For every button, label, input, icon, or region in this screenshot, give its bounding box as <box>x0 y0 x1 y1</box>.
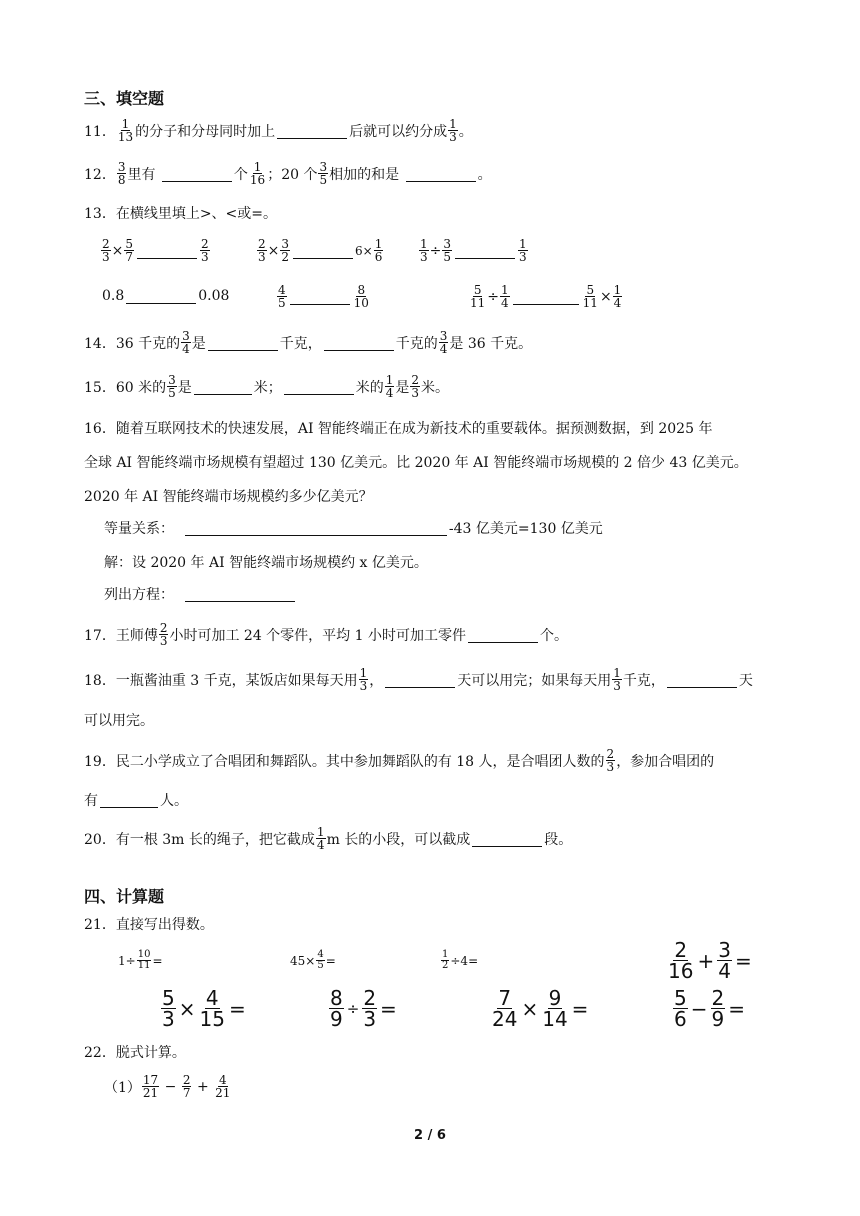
operator: + <box>196 1078 209 1095</box>
question-text: 千克的 <box>395 335 438 352</box>
operator: ÷ <box>346 999 360 1018</box>
fraction: $\frac{1}{3}$ <box>613 666 621 693</box>
section-title-fill-blank: 三、填空题 <box>84 89 165 108</box>
calc-item-f <box>328 988 399 1029</box>
question-text: 人。 <box>160 793 188 809</box>
question-number: 19． <box>84 753 116 770</box>
punct: 。 <box>477 166 492 183</box>
compare-item-3 <box>418 238 529 263</box>
fraction: $\frac{3}{2}$ <box>281 237 290 264</box>
question-text: 有 <box>84 793 98 809</box>
fraction: $\frac{4}{15}$ <box>199 986 225 1031</box>
label: 等量关系： <box>104 521 174 537</box>
question-16-line-1 <box>84 418 712 438</box>
question-number: 20． <box>84 831 116 848</box>
operand: 6× <box>355 243 373 258</box>
answer-blank[interactable] <box>194 379 252 395</box>
answer-blank[interactable] <box>208 335 278 351</box>
equals: = <box>571 996 589 1021</box>
question-number: 18． <box>84 672 116 689</box>
section-title-calculation: 四、计算题 <box>84 887 165 906</box>
fraction: $\frac{4}{21}$ <box>215 1073 231 1100</box>
operand: 0.8 <box>102 288 125 304</box>
equation-line <box>104 584 297 604</box>
fraction: $\frac{2}{3}$ <box>159 621 168 648</box>
equals: = <box>728 996 745 1021</box>
operator: × <box>178 996 196 1021</box>
question-number: 17． <box>84 627 116 644</box>
fraction: $\frac{5}{6}$ <box>674 986 687 1031</box>
question-text: 米； <box>253 379 282 396</box>
fraction: $\frac{2}{3}$ <box>201 237 209 264</box>
operand: 1÷ <box>118 953 136 968</box>
question-text: ；20 个 <box>267 166 318 183</box>
question-text: 脱式计算。 <box>115 1045 186 1061</box>
question-number: 11． <box>84 123 116 140</box>
calc-item-h <box>672 988 747 1029</box>
answer-blank[interactable] <box>162 166 232 182</box>
equals: = <box>734 948 752 973</box>
question-text: 米的 <box>355 379 384 396</box>
fraction: $\frac{3}{4}$ <box>182 329 190 356</box>
question-14 <box>84 330 532 355</box>
compare-item-5 <box>276 284 371 309</box>
question-number: 14． <box>84 335 116 352</box>
question-19-line-2 <box>84 790 188 810</box>
fraction: $\frac{3}{5}$ <box>319 160 328 187</box>
operator: × <box>111 242 124 259</box>
label: 列出方程： <box>104 587 174 603</box>
fraction: $\frac{1}{2}$ <box>442 949 449 971</box>
fraction: $\frac{10}{11}$ <box>137 949 151 971</box>
fraction: $\frac{7}{24}$ <box>492 986 518 1031</box>
question-text: 小时可加工 24 个零件，平均 1 小时可加工零件 <box>169 627 466 644</box>
fraction: $\frac{4}{5}$ <box>317 949 324 971</box>
question-20 <box>84 826 572 851</box>
question-text: 是 <box>177 379 192 396</box>
calc-item-e <box>160 988 248 1029</box>
question-17 <box>84 622 568 647</box>
equals: = <box>228 996 246 1021</box>
question-text: -43 亿美元=130 亿美元 <box>448 521 603 537</box>
calc-item-a <box>118 950 163 971</box>
answer-blank[interactable] <box>100 792 158 808</box>
operand: 0.08 <box>198 288 230 304</box>
question-text: 随着互联网技术的快速发展，AI 智能终端正在成为新技术的重要载体。据预测数据，到 2025 年 <box>115 421 713 437</box>
question-text: 相加的和是 <box>329 166 400 183</box>
solution-setup: 解：设 2020 年 AI 智能终端市场规模约 x 亿美元。 <box>104 555 428 571</box>
fraction: $\frac{3}{5}$ <box>168 373 176 400</box>
question-15 <box>84 374 449 399</box>
question-16-line-3: 2020 年 AI 智能终端市场规模约多少亿美元？ <box>84 489 373 505</box>
question-text: 60 米的 <box>115 379 167 396</box>
equals: = <box>380 996 397 1021</box>
question-18 <box>84 667 753 692</box>
fraction: $\frac{5}{11}$ <box>470 283 486 310</box>
operator: − <box>164 1078 177 1095</box>
question-text: 个 <box>233 166 248 183</box>
answer-blank[interactable] <box>468 627 538 643</box>
fraction: $\frac{1}{3}$ <box>519 237 527 264</box>
equation-relation <box>104 518 603 538</box>
question-text: 米。 <box>421 379 450 396</box>
question-text: 在横线里填上>、<或=。 <box>115 206 278 222</box>
question-text: m 长的小段，可以截成 <box>326 831 471 848</box>
answer-blank[interactable] <box>185 586 295 602</box>
answer-blank[interactable] <box>455 243 515 259</box>
operand: ÷4= <box>450 953 479 968</box>
fraction: $\frac{8}{10}$ <box>353 283 369 310</box>
question-text: 后就可以约分成 <box>349 123 448 140</box>
fraction: $\frac{3}{4}$ <box>439 329 448 356</box>
answer-blank[interactable] <box>126 288 196 304</box>
question-text: 里有 <box>127 166 156 183</box>
operator: × <box>267 242 280 259</box>
fraction: $\frac{2}{3}$ <box>363 986 377 1031</box>
fraction: $\frac{2}{3}$ <box>258 237 266 264</box>
question-text: 是 <box>395 379 410 396</box>
fraction: $\frac{1}{4}$ <box>385 373 394 400</box>
operand: 45× <box>290 953 316 968</box>
answer-blank[interactable] <box>293 243 353 259</box>
fraction: $\frac{1}{3}$ <box>420 237 428 264</box>
operator: − <box>690 996 708 1021</box>
question-text: ，参加合唱团的 <box>616 753 715 770</box>
question-text: 一瓶酱油重 3 千克，某饭店如果每天用 <box>115 672 358 689</box>
fraction: $\frac{2}{9}$ <box>711 986 725 1031</box>
answer-blank[interactable] <box>185 520 447 536</box>
fraction: $\frac{1}{6}$ <box>374 237 383 264</box>
question-18-line-2: 可以用完。 <box>84 713 154 729</box>
fraction: $\frac{1}{16}$ <box>249 160 266 187</box>
compare-item-2 <box>256 238 384 263</box>
punct: 。 <box>458 123 473 140</box>
answer-blank[interactable] <box>385 672 455 688</box>
question-number: 12． <box>84 166 116 183</box>
answer-blank[interactable] <box>277 123 347 139</box>
answer-blank[interactable] <box>513 289 579 305</box>
fraction: $\frac{2}{7}$ <box>182 1073 191 1100</box>
compare-item-6 <box>468 284 623 309</box>
question-19 <box>84 748 714 773</box>
question-number: 16． <box>84 421 116 437</box>
fraction: $\frac{1}{4}$ <box>316 825 325 852</box>
fraction: $\frac{1}{4}$ <box>501 283 509 310</box>
question-13 <box>84 203 277 223</box>
fraction: $\frac{9}{14}$ <box>542 986 568 1031</box>
calc-item-d <box>666 940 754 981</box>
answer-blank[interactable] <box>324 335 394 351</box>
equals: = <box>325 953 336 968</box>
question-text: 王师傅 <box>115 627 158 644</box>
calc-item-g <box>490 988 590 1029</box>
operator: + <box>697 948 715 973</box>
page-number: 2 / 6 <box>414 1128 446 1143</box>
fraction: $\frac{1}{3}$ <box>359 666 368 693</box>
part-label: （1） <box>104 1079 141 1096</box>
fraction: $\frac{5}{7}$ <box>125 237 134 264</box>
question-text: 个。 <box>540 627 568 644</box>
answer-blank[interactable] <box>284 379 354 395</box>
fraction: $\frac{5}{11}$ <box>582 283 598 310</box>
question-text: 民二小学成立了合唱团和舞蹈队。其中参加舞蹈队的有 18 人，是合唱团人数的 <box>115 753 605 770</box>
question-text: 36 千克的 <box>115 335 181 352</box>
operator: ÷ <box>487 288 500 305</box>
question-text: 是 36 千克。 <box>449 335 533 352</box>
compare-item-1 <box>100 238 211 263</box>
question-text: 段。 <box>544 831 573 848</box>
question-number: 21． <box>84 917 116 933</box>
question-number: 13． <box>84 206 116 222</box>
calc-item-b <box>290 950 336 971</box>
fraction: $\frac{3}{5}$ <box>443 237 452 264</box>
calc-item-c <box>440 950 478 971</box>
question-text: 千克， <box>622 672 665 689</box>
question-22 <box>84 1042 186 1062</box>
fraction: $\frac{1}{13}$ <box>117 117 134 144</box>
fraction: $\frac{2}{3}$ <box>102 237 110 264</box>
question-number: 15． <box>84 379 116 396</box>
question-21 <box>84 914 214 934</box>
fraction: $\frac{2}{3}$ <box>606 747 615 774</box>
fraction: $\frac{3}{8}$ <box>117 160 126 187</box>
operator: × <box>521 996 539 1021</box>
answer-blank[interactable] <box>472 831 542 847</box>
answer-blank[interactable] <box>137 243 197 259</box>
question-text: ， <box>369 672 384 689</box>
question-text: 直接写出得数。 <box>115 917 214 933</box>
fraction: $\frac{3}{4}$ <box>718 938 731 983</box>
question-text: 千克， <box>279 335 322 352</box>
fraction: $\frac{2}{3}$ <box>411 373 420 400</box>
answer-blank[interactable] <box>290 289 350 305</box>
fraction: $\frac{5}{3}$ <box>162 986 175 1031</box>
question-text: 有一根 3m 长的绳子，把它截成 <box>115 831 315 848</box>
question-text: 天可以用完；如果每天用 <box>457 672 612 689</box>
operator: × <box>599 288 612 305</box>
question-text: 的分子和分母同时加上 <box>135 123 276 140</box>
question-text: 是 <box>191 335 206 352</box>
fraction: $\frac{4}{5}$ <box>278 283 286 310</box>
compare-item-4 <box>102 288 229 304</box>
question-12 <box>84 161 492 186</box>
question-11 <box>84 118 473 143</box>
fraction: $\frac{1}{4}$ <box>613 283 622 310</box>
question-16-line-2: 全球 AI 智能终端市场规模有望超过 130 亿美元。比 2020 年 AI 智能终端市场规模的 2 倍少 43 亿美元。 <box>84 455 748 471</box>
fraction: $\frac{8}{9}$ <box>330 986 343 1031</box>
fraction: $\frac{17}{21}$ <box>142 1073 159 1100</box>
operator: ÷ <box>429 242 442 259</box>
question-number: 22． <box>84 1045 116 1061</box>
answer-blank[interactable] <box>667 672 737 688</box>
question-text: 天 <box>738 672 753 689</box>
fraction: $\frac{2}{16}$ <box>668 938 694 983</box>
fraction: $\frac{1}{3}$ <box>449 117 457 144</box>
question-22-part-1 <box>104 1074 232 1099</box>
answer-blank[interactable] <box>406 166 476 182</box>
equals: = <box>152 953 163 968</box>
